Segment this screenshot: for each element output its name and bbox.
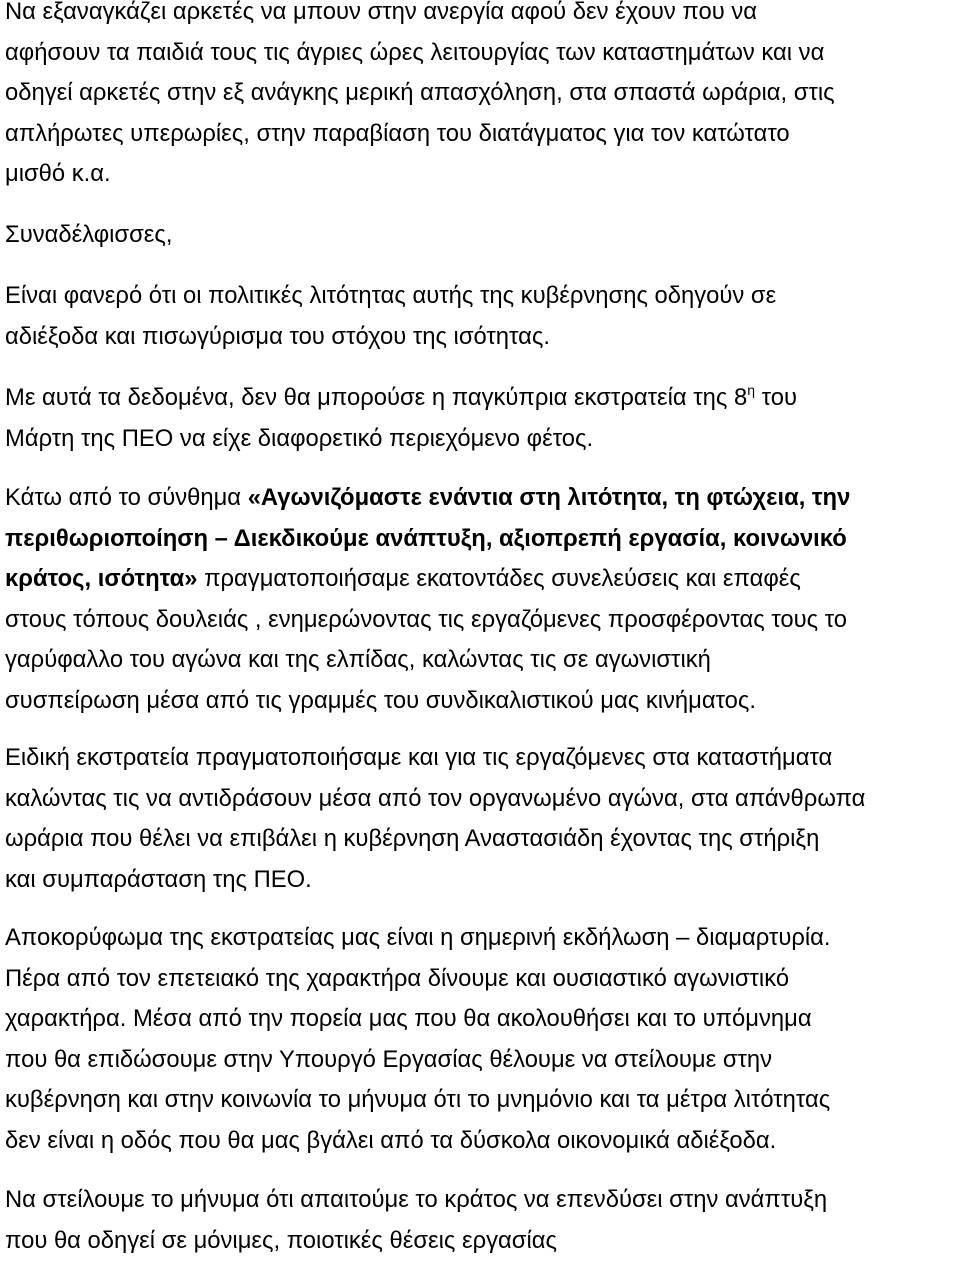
text-line: αφήσουν τα παιδιά τους τις άγριες ώρες λειτουργίας των καταστημάτων και να [5,33,955,74]
text-line: καλώντας τις να αντιδράσουν μέσα από τον οργανωμένο αγώνα, στα απάνθρωπα [5,779,955,820]
paragraph-3 [5,276,955,357]
text-line: που θα οδηγεί σε μόνιμες, ποιοτικές θέσεις εργασίας [5,1221,955,1261]
text-line: Είναι φανερό ότι οι πολιτικές λιτότητας αυτής της κυβέρνησης οδηγούν σε [5,276,955,317]
text-line: που θα επιδώσουμε στην Υπουργό Εργασίας θέλουμε να στείλουμε στην [5,1040,955,1081]
text-line: Πέρα από τον επετειακό της χαρακτήρα δίνουμε και ουσιαστικό αγωνιστικό [5,959,955,1000]
text-line: απλήρωτες υπερωρίες, στην παραβίαση του διατάγματος για τον κατώτατο [5,114,955,155]
salutation-text: Συναδέλφισσες, [5,215,955,256]
slogan-paragraph [5,478,955,721]
text-line [5,378,955,419]
paragraph-4 [5,378,955,459]
text-line: Αποκορύφωμα της εκστρατείας μας είναι η σημερινή εκδήλωση – διαμαρτυρία. [5,918,955,959]
slogan-text: «Αγωνιζόμαστε ενάντια στη λιτότητα, τη φτώχεια, την [248,484,851,511]
text-line: αδιέξοδα και πισωγύρισμα του στόχου της ισότητας. [5,317,955,358]
text-line: Να εξαναγκάζει αρκετές να μπουν στην ανεργία αφού δεν έχουν που να [5,0,955,33]
ordinal-superscript: η [747,382,755,398]
text-line: Μάρτη της ΠΕΟ να είχε διαφορετικό περιεχόμενο φέτος. [5,419,955,460]
text-line: Ειδική εκστρατεία πραγματοποιήσαμε και για τις εργαζόμενες στα καταστήματα [5,738,955,779]
text-line: οδηγεί αρκετές στην εξ ανάγκης μερική απασχόληση, στα σπαστά ωράρια, στις [5,73,955,114]
slogan-text: περιθωριοποίηση – Διεκδικούμε ανάπτυξη, αξιοπρεπή εργασία, κοινωνικό [5,519,955,560]
text-line: στους τόπους δουλειάς , ενημερώνοντας τις εργαζόμενες προσφέροντας τους το [5,600,955,641]
paragraph-1 [5,0,955,195]
text-line: γαρύφαλλο του αγώνα και της ελπίδας, καλώντας τις σε αγωνιστική [5,640,955,681]
text-segment: πραγματοποιήσαμε εκατοντάδες συνελεύσεις και επαφές [197,565,800,592]
text-segment: του [755,384,797,411]
salutation-paragraph [5,215,955,256]
text-line: ωράρια που θέλει να επιβάλει η κυβέρνηση Αναστασιάδη έχοντας της στήριξη [5,819,955,860]
text-line: δεν είναι η οδός που θα μας βγάλει από τα δύσκολα οικονομικά αδιέξοδα. [5,1121,955,1162]
paragraph-8 [5,1180,955,1261]
text-line: μισθό κ.α. [5,154,955,195]
text-line: κυβέρνηση και στην κοινωνία το μήνυμα ότι το μνημόνιο και τα μέτρα λιτότητας [5,1080,955,1121]
text-line: Να στείλουμε το μήνυμα ότι απαιτούμε το κράτος να επενδύσει στην ανάπτυξη [5,1180,955,1221]
text-segment: Με αυτά τα δεδομένα, δεν θα μπορούσε η παγκύπρια εκστρατεία της 8 [5,384,747,411]
text-segment: Κάτω από το σύνθημα [5,484,248,511]
paragraph-6 [5,738,955,900]
text-line [5,559,955,600]
text-line [5,478,955,519]
text-line: και συμπαράσταση της ΠΕΟ. [5,860,955,901]
slogan-text: κράτος, ισότητα» [5,565,197,592]
text-line: συσπείρωση μέσα από τις γραμμές του συνδικαλιστικού μας κινήματος. [5,681,955,722]
paragraph-7 [5,918,955,1161]
text-line: χαρακτήρα. Μέσα από την πορεία μας που θα ακολουθήσει και το υπόμνημα [5,999,955,1040]
